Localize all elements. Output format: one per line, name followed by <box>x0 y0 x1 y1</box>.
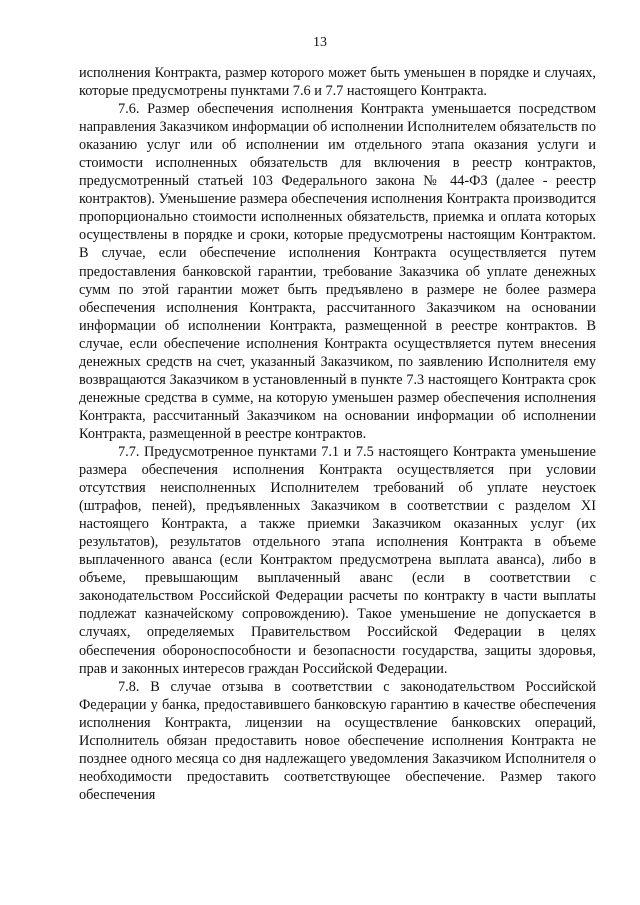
page-number: 13 <box>313 35 327 50</box>
paragraph-7-6: 7.6. Размер обеспечения исполнения Контракта уменьшается посредством направления Заказчиком информации об исполнении Исполнителем обязательств по оказанию услуг или об исполнении им отдельного этапа оказания услуги и стоимости исполненных обязательств для включения в реестр контрактов, предусмотренный статьей 103 Федерального закона № 44-ФЗ (далее - реестр контрактов). Уменьшение размера обеспечения исполнения Контракта производится пропорционально стоимости исполненных обязательств, приемка и оплата которых осуществлены в порядке и сроки, которые предусмотрены настоящим Контрактом. В случае, если обеспечение исполнения Контракта осуществляется путем предоставления банковской гарантии, требование Заказчика об уплате денежных сумм по этой гарантии может быть предъявлено в размере не более размера обеспечения исполнения Контракта, рассчитанного Заказчиком на основании информации об исполнении Контракта, размещенной в реестре контрактов. В случае, если обеспечение исполнения Контракта осуществляется путем внесения денежных средств на счет, указанный Заказчиком, по заявлению Исполнителя ему возвращаются Заказчиком в установленный в пункте 7.3 настоящего Контракта срок денежные средства в сумме, на которую уменьшен размер обеспечения исполнения Контракта, рассчитанный Заказчиком на основании информации об исполнении Контракта, размещенной в реестре контрактов. <box>79 101 596 442</box>
paragraph-7-8: 7.8. В случае отзыва в соответствии с законодательством Российской Федерации у банка, предоставившего банковскую гарантию в качестве обеспечения исполнения Контракта, лицензии на осуществление банковских операций, Исполнитель обязан предоставить новое обеспечение исполнения Контракта не позднее одного месяца со дня надлежащего уведомления Заказчиком Исполнителя о необходимости предоставить соответствующее обеспечение. Размер такого обеспечения <box>79 678 596 803</box>
paragraph-7-7: 7.7. Предусмотренное пунктами 7.1 и 7.5 настоящего Контракта уменьшение размера обеспечения исполнения Контракта осуществляется при условии отсутствия неисполненных Исполнителем требований об уплате неустоек (штрафов, пеней), предъявленных Заказчиком в соответствии с разделом XI настоящего Контракта, а также приемки Заказчиком оказанных услуг (их результатов), результатов отдельного этапа исполнения Контракта в объеме выплаченного аванса (если Контрактом предусмотрена выплата аванса), либо в объеме, превышающим выплаченный аванс (если в соответствии с законодательством Российской Федерации расчеты по контракту в части выплаты подлежат казначейскому сопровождению). Такое уменьшение не допускается в случаях, определяемых Правительством Российской Федерации в целях обеспечения обороноспособности и безопасности государства, защиты здоровья, прав и законных интересов граждан Российской Федерации. <box>79 443 596 677</box>
document-body <box>79 64 596 804</box>
paragraph-continuation: исполнения Контракта, размер которого может быть уменьшен в порядке и случаях, которые предусмотрены пунктами 7.6 и 7.7 настоящего Контракта. <box>79 65 596 100</box>
